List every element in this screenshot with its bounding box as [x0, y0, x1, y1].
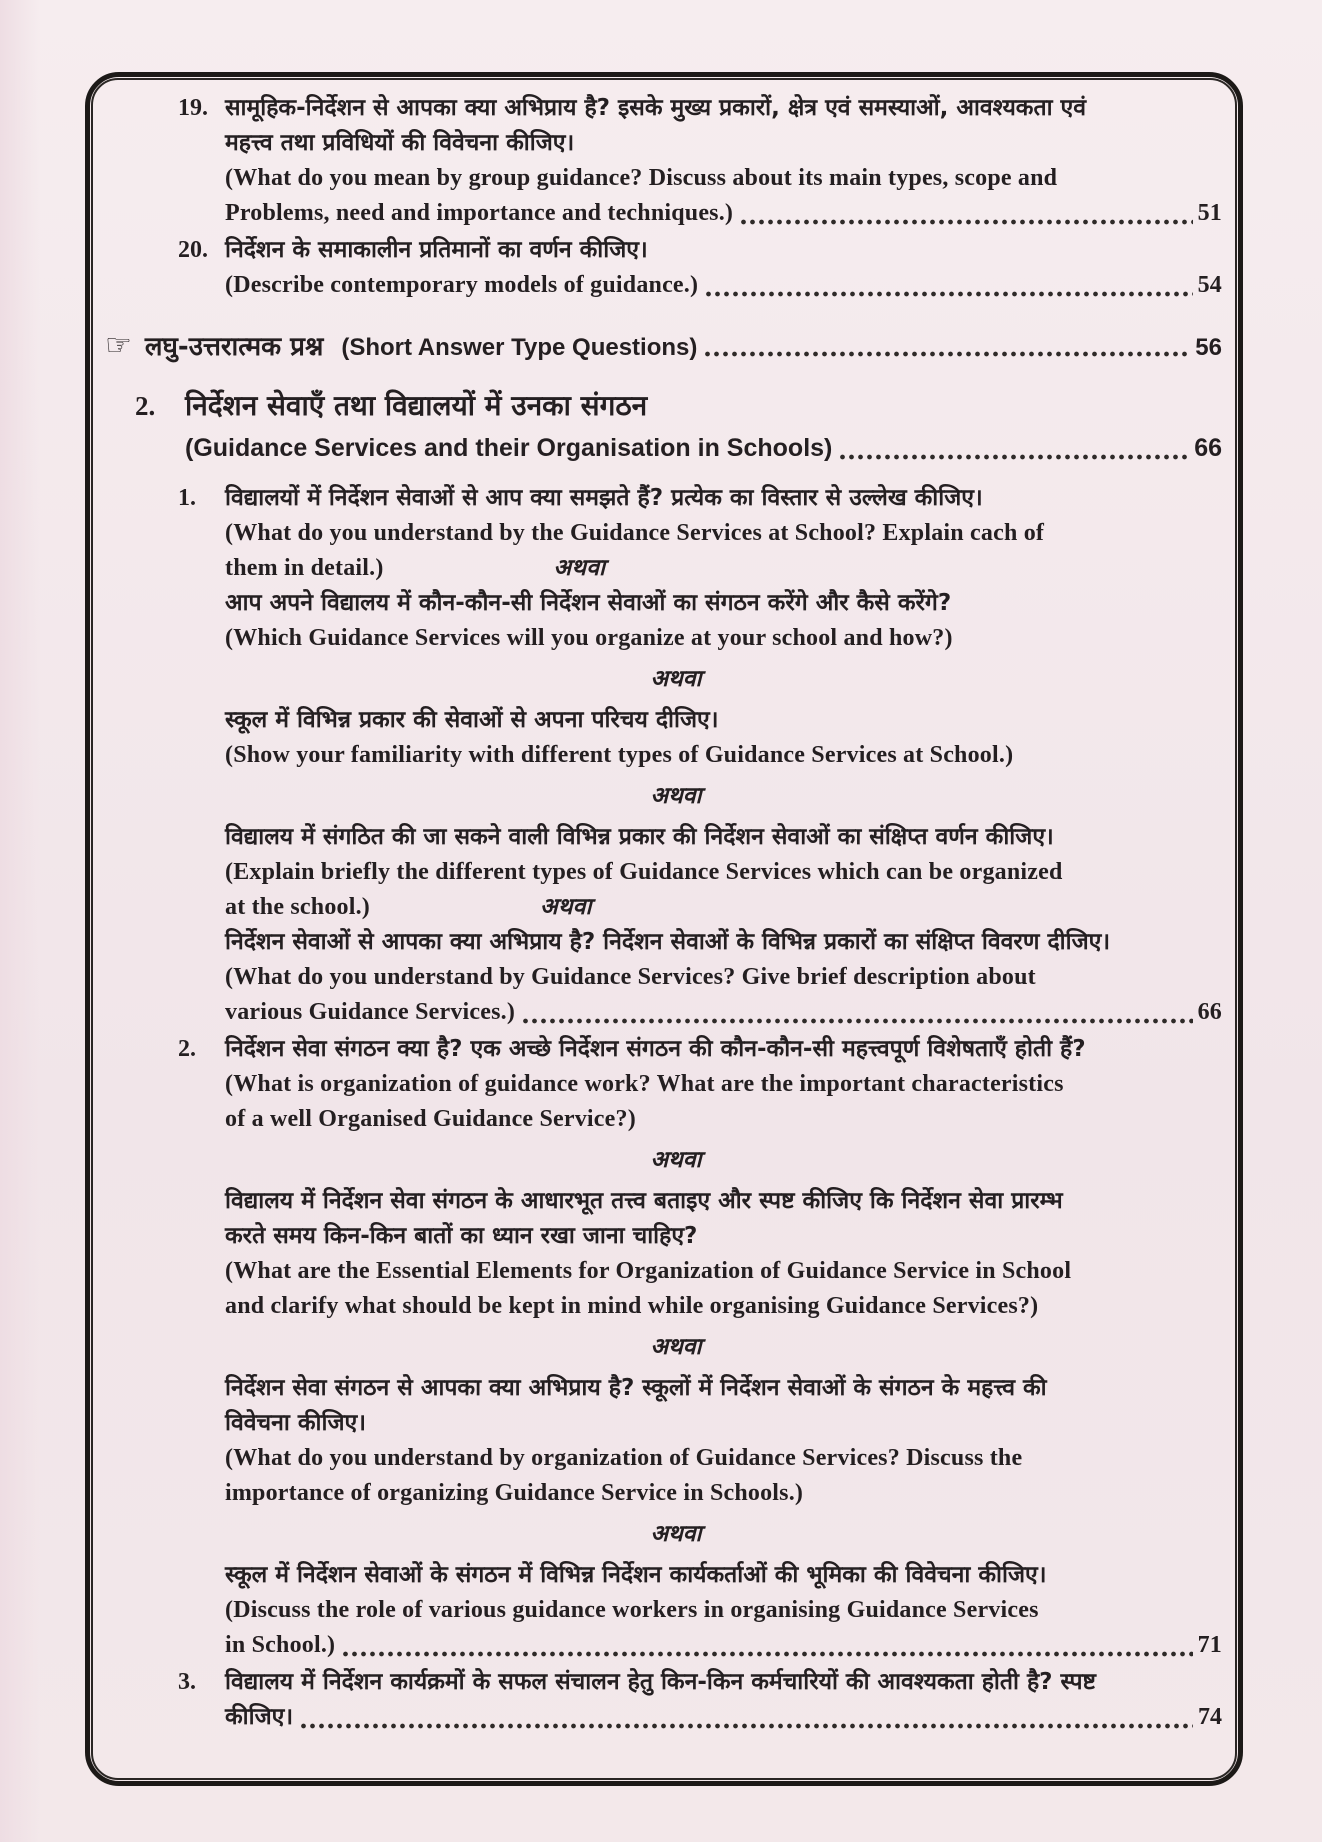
question-line-hindi — [225, 1558, 1222, 1593]
question-line-hindi — [225, 126, 1222, 161]
page-number: 54 — [1197, 272, 1222, 298]
section-title-hindi: निर्देशन सेवाएँ तथा विद्यालयों में उनका संगठन — [185, 389, 648, 422]
question-line-english — [225, 196, 1222, 231]
page-number: 56 — [1195, 334, 1222, 361]
question-line-english — [225, 995, 1222, 1030]
section-title-english — [185, 427, 1222, 469]
dot-leader — [299, 1700, 1193, 1735]
line-text: सामूहिक-निर्देशन से आपका क्या अभिप्राय है? इसके मुख्य प्रकारों, क्षेत्र एवं समस्याओं, आवश्यकता एवं — [225, 95, 1087, 121]
line-text: (What are the Essential Elements for Organization of Guidance Service in School — [225, 1258, 1072, 1284]
line-text: कीजिए। — [225, 1704, 294, 1730]
short-answer-label-english: (Short Answer Type Questions) — [341, 334, 698, 361]
question-line-english — [225, 551, 1222, 586]
or-divider: अथवा — [650, 1334, 702, 1360]
section-heading-body — [185, 385, 1222, 469]
short-answer-label-hindi: लघु-उत्तरात्मक प्रश्न — [144, 332, 324, 362]
question-item — [178, 1665, 1222, 1735]
line-text: निर्देशन सेवाओं से आपका क्या अभिप्राय है? निर्देशन सेवाओं के विभिन्न प्रकारों का संक्षिप्त विवरण दीजिए। — [225, 929, 1111, 955]
question-line-english — [225, 516, 1222, 551]
line-text: (What do you understand by Guidance Services? Give brief description about — [225, 964, 1036, 990]
dot-leader — [703, 327, 1190, 365]
or-divider: अथवा — [650, 783, 702, 809]
page-number: 51 — [1197, 200, 1222, 226]
line-text: विवेचना कीजिए। — [225, 1410, 366, 1436]
question-number: 1. — [178, 485, 196, 511]
section-heading — [135, 385, 1222, 469]
line-text: (Discuss the role of various guidance workers in organising Guidance Services — [225, 1597, 1039, 1623]
question-number: 2. — [178, 1036, 196, 1062]
question-number: 20. — [178, 237, 208, 263]
question-line-hindi — [225, 925, 1222, 960]
line-text: and clarify what should be kept in mind while organising Guidance Services?) — [225, 1293, 1039, 1319]
question-line-english — [225, 960, 1222, 995]
question-number: 19. — [178, 95, 208, 121]
or-divider: अथवा — [650, 1521, 702, 1547]
line-text: आप अपने विद्यालय में कौन-कौन-सी निर्देशन सेवाओं का संगठन करेंगे और कैसे करेंगे? — [225, 590, 952, 616]
question-line-english — [225, 1476, 1222, 1511]
line-text: निर्देशन सेवा संगठन क्या है? एक अच्छे निर्देशन संगठन की कौन-कौन-सी महत्त्वपूर्ण विशेषताएँ होती हैं? — [225, 1036, 1086, 1062]
question-line-hindi — [225, 1219, 1222, 1254]
or-divider-inline: अथवा — [553, 555, 606, 581]
question-line-hindi — [225, 1371, 1222, 1406]
question-line-english — [225, 1102, 1222, 1137]
line-text: (What do you mean by group guidance? Discuss about its main types, scope and — [225, 165, 1058, 191]
line-text: स्कूल में निर्देशन सेवाओं के संगठन में विभिन्न निर्देशन कार्यकर्ताओं की भूमिका की विवेचना कीजिए। — [225, 1562, 1047, 1588]
question-item — [178, 233, 1222, 303]
line-text: various Guidance Services.) — [225, 999, 516, 1025]
line-text: (What do you understand by organization of Guidance Services? Discuss the — [225, 1445, 1023, 1471]
question-line-english — [225, 1593, 1222, 1628]
question-line-english — [225, 1289, 1222, 1324]
question-item — [178, 481, 1222, 1030]
question-body — [225, 233, 1222, 303]
dot-leader — [521, 995, 1193, 1030]
line-text: (Describe contemporary models of guidance.) — [225, 272, 699, 298]
line-text: स्कूल में विभिन्न प्रकार की सेवाओं से अपना परिचय दीजिए। — [225, 707, 719, 733]
pointing-hand-icon: ☞ — [105, 328, 132, 363]
or-divider: अथवा — [650, 666, 702, 692]
line-text: महत्त्व तथा प्रविधियों की विवेचना कीजिए। — [225, 130, 575, 156]
question-line-english — [225, 1628, 1222, 1663]
line-text: विद्यालय में संगठित की जा सकने वाली विभिन्न प्रकार की निर्देशन सेवाओं का संक्षिप्त वर्णन कीजिए। — [225, 824, 1054, 850]
line-text: at the school.) — [225, 894, 370, 920]
question-line-hindi — [225, 233, 1222, 268]
line-text: of a well Organised Guidance Service?) — [225, 1106, 636, 1132]
line-text: विद्यालय में निर्देशन कार्यक्रमों के सफल संचालन हेतु किन-किन कर्मचारियों की आवश्यकता होती है? स्पष्ट — [225, 1669, 1096, 1695]
question-line-hindi — [225, 820, 1222, 855]
page-number: 74 — [1198, 1704, 1222, 1730]
dot-leader — [704, 268, 1192, 303]
page-border-frame — [85, 72, 1243, 1786]
or-divider-inline: अथवा — [539, 894, 592, 920]
question-line-english — [225, 621, 1222, 656]
question-body — [225, 1032, 1222, 1663]
line-text: importance of organizing Guidance Service in Schools.) — [225, 1480, 804, 1506]
question-item — [178, 1032, 1222, 1663]
dot-leader — [838, 427, 1189, 469]
question-line-english — [225, 1254, 1222, 1289]
short-answer-heading — [105, 327, 1222, 365]
line-text: (What do you understand by the Guidance Services at School? Explain cach of — [225, 520, 1045, 546]
question-line-hindi — [225, 1184, 1222, 1219]
question-line-english — [225, 738, 1222, 773]
question-body — [225, 91, 1222, 231]
line-text: करते समय किन-किन बातों का ध्यान रखा जाना चाहिए? — [225, 1223, 698, 1249]
page-number: 66 — [1197, 999, 1222, 1025]
question-body — [225, 1665, 1222, 1735]
question-line-english — [225, 1067, 1222, 1102]
question-line-hindi — [225, 1406, 1222, 1441]
question-line-hindi — [225, 586, 1222, 621]
line-text: (What is organization of guidance work? What are the important characteristics — [225, 1071, 1064, 1097]
line-text: Problems, need and importance and techniques.) — [225, 200, 734, 226]
dot-leader — [341, 1628, 1192, 1663]
question-line-english — [225, 161, 1222, 196]
dot-leader — [739, 196, 1192, 231]
line-text: (Which Guidance Services will you organize at your school and how?) — [225, 625, 953, 651]
page-number: 66 — [1194, 434, 1222, 462]
question-item — [178, 91, 1222, 231]
question-line-english — [225, 855, 1222, 890]
line-text: in School.) — [225, 1632, 336, 1658]
question-line-hindi — [225, 1032, 1222, 1067]
toc-content — [90, 77, 1238, 1781]
question-number: 3. — [178, 1669, 196, 1695]
question-line-hindi — [225, 1700, 1222, 1735]
question-line-hindi — [225, 703, 1222, 738]
line-text: विद्यालयों में निर्देशन सेवाओं से आप क्या समझते हैं? प्रत्येक का विस्तार से उल्लेख कीजिए। — [225, 485, 983, 511]
section-number: 2. — [135, 391, 156, 421]
page-number: 71 — [1197, 1632, 1222, 1658]
question-line-hindi — [225, 1665, 1222, 1700]
question-line-hindi — [225, 481, 1222, 516]
question-line-english — [225, 1441, 1222, 1476]
question-line-hindi — [225, 91, 1222, 126]
question-body — [225, 481, 1222, 1030]
line-text: विद्यालय में निर्देशन सेवा संगठन के आधारभूत तत्त्व बताइए और स्पष्ट कीजिए कि निर्देशन सेवा प्रारम्भ — [225, 1188, 1063, 1214]
line-text: (Explain briefly the different types of Guidance Services which can be organized — [225, 859, 1063, 885]
line-text: (Show your familiarity with different types of Guidance Services at School.) — [225, 742, 1014, 768]
or-divider: अथवा — [650, 1147, 702, 1173]
question-line-english — [225, 268, 1222, 303]
question-line-english — [225, 890, 1222, 925]
line-text: निर्देशन सेवा संगठन से आपका क्या अभिप्राय है? स्कूलों में निर्देशन सेवाओं के संगठन के महत्त्व की — [225, 1375, 1047, 1401]
line-text: them in detail.) — [225, 555, 384, 581]
line-text: (Guidance Services and their Organisation in Schools) — [185, 434, 833, 462]
line-text: निर्देशन के समाकालीन प्रतिमानों का वर्णन कीजिए। — [225, 237, 648, 263]
